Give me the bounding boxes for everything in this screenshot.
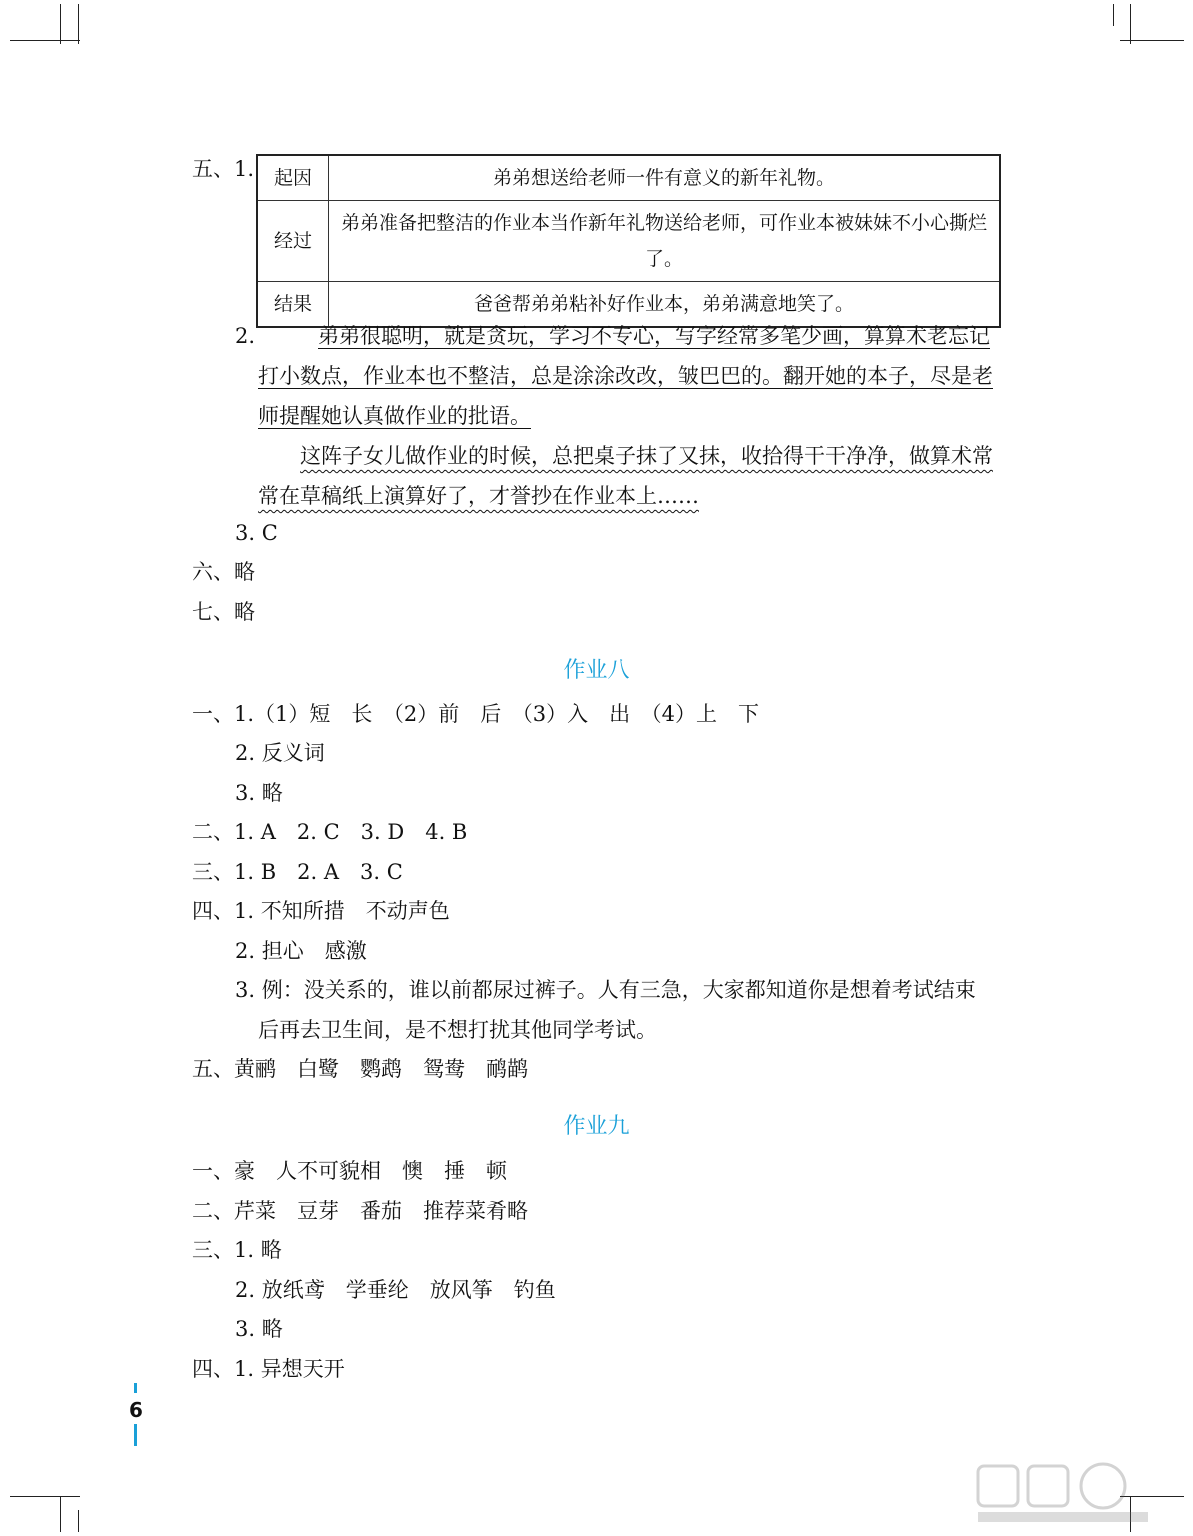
table-row [257,201,1000,282]
hw8-line: 3. 略 [235,781,283,805]
hw9-title: 作业九 [563,1114,630,1139]
hw9-line: 四、1. 异想天开 [192,1357,345,1381]
hw8-line: 一、1.（1）短 长 （2）前 后 （3）入 出 （4）上 下 [192,702,759,726]
table-cell-content: 爸爸帮弟弟粘补好作业本，弟弟满意地笑了。 [329,282,1001,328]
page-number: 6 [129,1398,143,1422]
page-number-mark-top [134,1383,137,1393]
section6-answer: 六、略 [192,560,255,584]
crop-mark-tr-v [1113,4,1114,26]
table-cell-content: 弟弟想送给老师一件有意义的新年礼物。 [329,155,1001,201]
crop-mark-tl-h [10,40,80,41]
crop-mark-bl-h [10,1496,80,1497]
hw8-line: 二、1. A 2. C 3. D 4. B [192,820,468,844]
crop-mark-tl-v [60,4,61,44]
hw8-line: 后再去卫生间，是不想打扰其他同学考试。 [258,1018,657,1042]
section7-answer: 七、略 [192,600,255,624]
crop-mark-tr-v2 [1130,4,1131,44]
events-table [256,154,1001,328]
q2-paragraph-1-text: 弟弟很聪明，就是贪玩，学习不专心，写字经常多笔少画，算算术老忘记打小数点，作业本也不整洁，总是涂涂改改，皱巴巴的。翻开她的本子，尽是老师提醒她认真做作业的批语。 [258,324,993,428]
watermark-icon [973,1456,1153,1526]
hw8-line: 2. 担心 感激 [235,939,367,963]
section5-label: 五、1. [192,157,255,181]
crop-mark-bl-v2 [78,1510,79,1532]
hw9-line: 三、1. 略 [192,1238,282,1262]
hw9-line: 二、芹菜 豆芽 番茄 推荐菜肴略 [192,1199,528,1223]
q2-paragraph-1 [258,316,1003,436]
hw8-line: 五、黄鹂 白鹭 鹦鹉 鸳鸯 鸸鹋 [192,1057,528,1081]
table-cell-content: 弟弟准备把整洁的作业本当作新年礼物送给老师，可作业本被妹妹不小心撕烂了。 [329,201,1001,282]
q2-label: 2. [235,324,256,348]
crop-mark-tl-v2 [78,4,79,44]
q3-answer: 3. C [235,521,278,545]
hw8-title: 作业八 [563,658,630,683]
table-cell-label: 结果 [257,282,329,328]
hw9-line: 2. 放纸鸢 学垂纶 放风筝 钓鱼 [235,1278,556,1302]
table-cell-label: 起因 [257,155,329,201]
hw8-line: 3. 例：没关系的，谁以前都尿过裤子。人有三急，大家都知道你是想着考试结束 [235,978,976,1002]
hw9-line: 3. 略 [235,1317,283,1341]
q2-paragraph-2-text: 这阵子女儿做作业的时候，总把桌子抹了又抹，收拾得干干净净，做算术常常在草稿纸上演算好了，才誉抄在作业本上…… [258,444,993,508]
hw8-line: 三、1. B 2. A 3. C [192,860,403,884]
table-cell-label: 经过 [257,201,329,282]
q2-paragraph-2 [258,436,1003,516]
table-row [257,155,1000,201]
page-number-mark-bottom [134,1424,137,1446]
hw8-line: 2. 反义词 [235,741,325,765]
hw8-line: 四、1. 不知所措 不动声色 [192,899,450,923]
crop-mark-bl-v [60,1496,61,1532]
hw9-line: 一、豪 人不可貌相 懊 捶 顿 [192,1159,507,1183]
